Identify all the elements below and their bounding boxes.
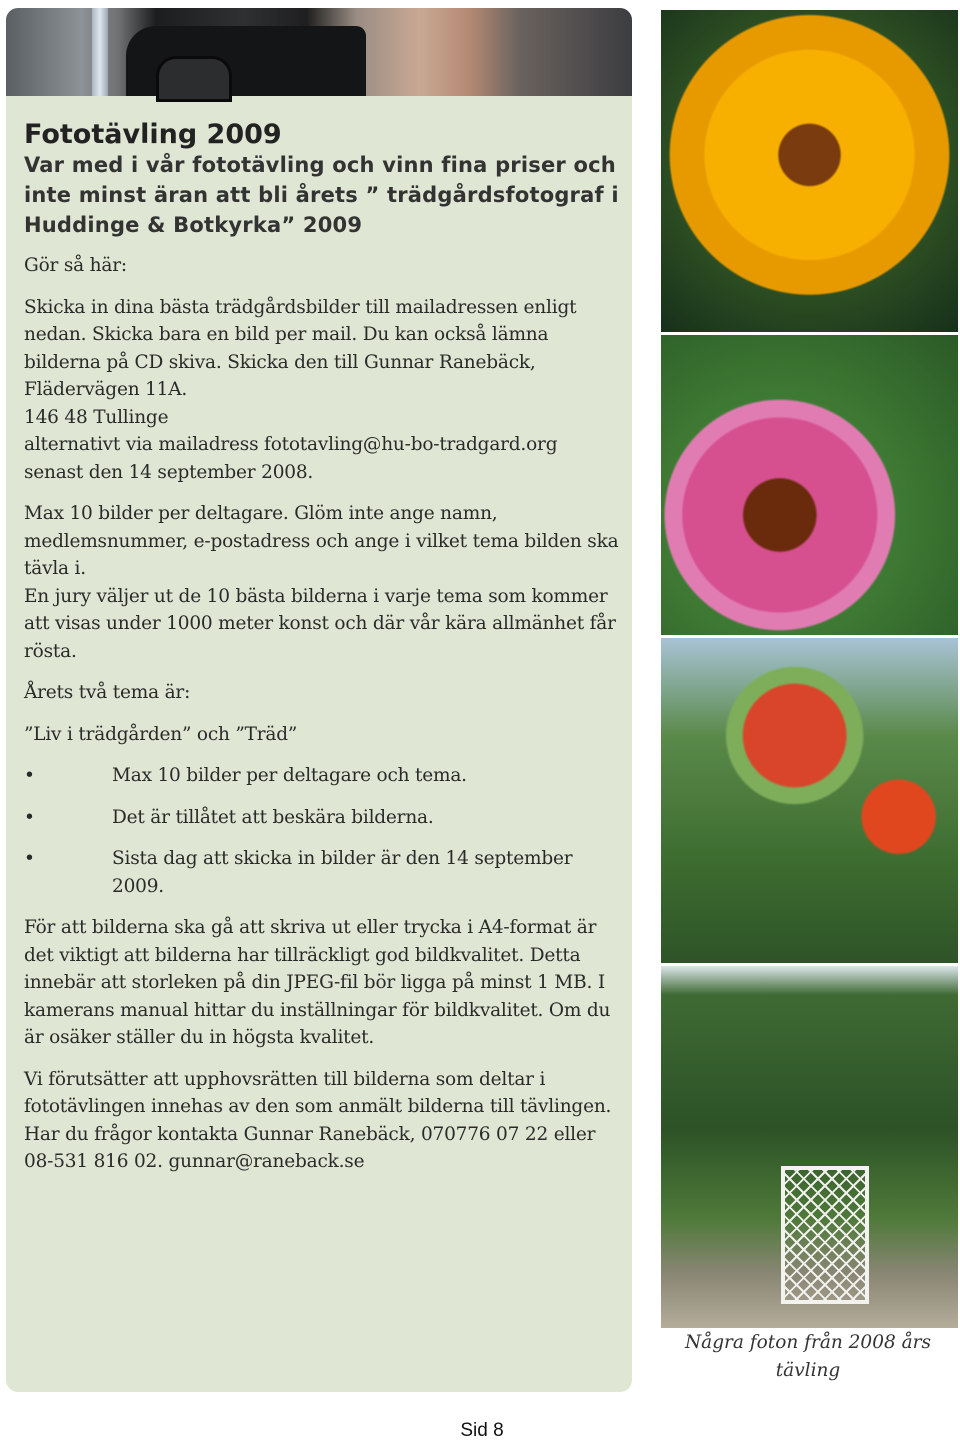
bullet-point: • <box>24 765 35 786</box>
photographer-banner-image <box>6 8 632 96</box>
instructions-paragraph: Skicka in dina bästa trädgårdsbilder till mailadressen enligt nedan. Skicka bara en bild per mail. Du kan också lämna bilderna på CD skiva. Skicka den till Gunnar Ranebäck, Flädervägen 11A. <box>24 296 577 400</box>
deadline-line: senast den 14 september 2008. <box>24 461 314 483</box>
poppy-photo <box>661 638 958 963</box>
list-item <box>24 845 624 900</box>
list-item <box>24 762 624 790</box>
photo-caption: Några foton från 2008 års tävling <box>684 1332 931 1381</box>
rules-list <box>24 762 624 900</box>
max-images-paragraph: Max 10 bilder per deltagare. Glöm inte ange namn, medlemsnummer, e-postadress och ange i vilket tema bilden ska tävla i. <box>24 503 619 579</box>
camera-lens <box>156 56 232 102</box>
list-item-text: Det är tillåtet att beskära bilderna. <box>112 806 434 828</box>
themes-intro: Årets två tema är: <box>24 682 191 703</box>
list-item <box>24 804 624 832</box>
quality-paragraph: För att bilderna ska gå att skriva ut eller trycka i A4-format är det viktigt att bilderna har tillräckligt god bildkvalitet. Detta innebär att storleken på din JPEG-fil bör ligga på minst 1 MB. I kamerans manual hittar du inställningar för bildkvalitet. Om du är osäker ställer du in högsta kvalitet. <box>24 917 611 1048</box>
themes-line: ”Liv i trädgården” och ”Träd” <box>24 723 298 745</box>
article-panel <box>6 8 632 1392</box>
butterfly-coneflower-photo <box>661 335 958 635</box>
article-subtitle: Var med i vår fototävling och vinn fina priser och inte minst äran att bli årets ” trädgårdsfotograf i Huddinge & Botkyrka” 2009 <box>24 153 619 237</box>
jury-paragraph: En jury väljer ut de 10 bästa bilderna i varje tema som kommer att visas under 1000 meter konst och där vår kära allmänhet får rösta. <box>24 585 616 662</box>
postal-address-line: 146 48 Tullinge <box>24 406 169 428</box>
bullet-point: • <box>24 848 35 869</box>
banner-pole <box>92 8 108 96</box>
article-title: Fototävling 2009 <box>24 119 282 150</box>
list-item-text: Sista dag att skicka in bilder är den 14 september 2009. <box>112 848 573 897</box>
list-item-text: Max 10 bilder per deltagare och tema. <box>112 765 467 786</box>
bullet-point: • <box>24 806 35 828</box>
copyright-paragraph: Vi förutsätter att upphovsrätten till bilderna som deltar i fototävlingen innehas av den som anmält bilderna till tävlingen. <box>24 1068 612 1117</box>
page-number: Sid 8 <box>460 1420 504 1441</box>
how-to-heading: Gör så här: <box>24 255 127 276</box>
yellow-flower-photo <box>661 10 958 332</box>
article-content <box>24 120 624 1190</box>
email-alternative-line: alternativt via mailadress fototavling@hu-bo-tradgard.org <box>24 434 558 455</box>
contact-paragraph: Har du frågor kontakta Gunnar Ranebäck, 070776 07 22 eller 08-531 816 02. gunnar@raneback.se <box>24 1123 596 1172</box>
white-gate <box>781 1166 869 1304</box>
garden-gate-photo <box>661 966 958 1328</box>
